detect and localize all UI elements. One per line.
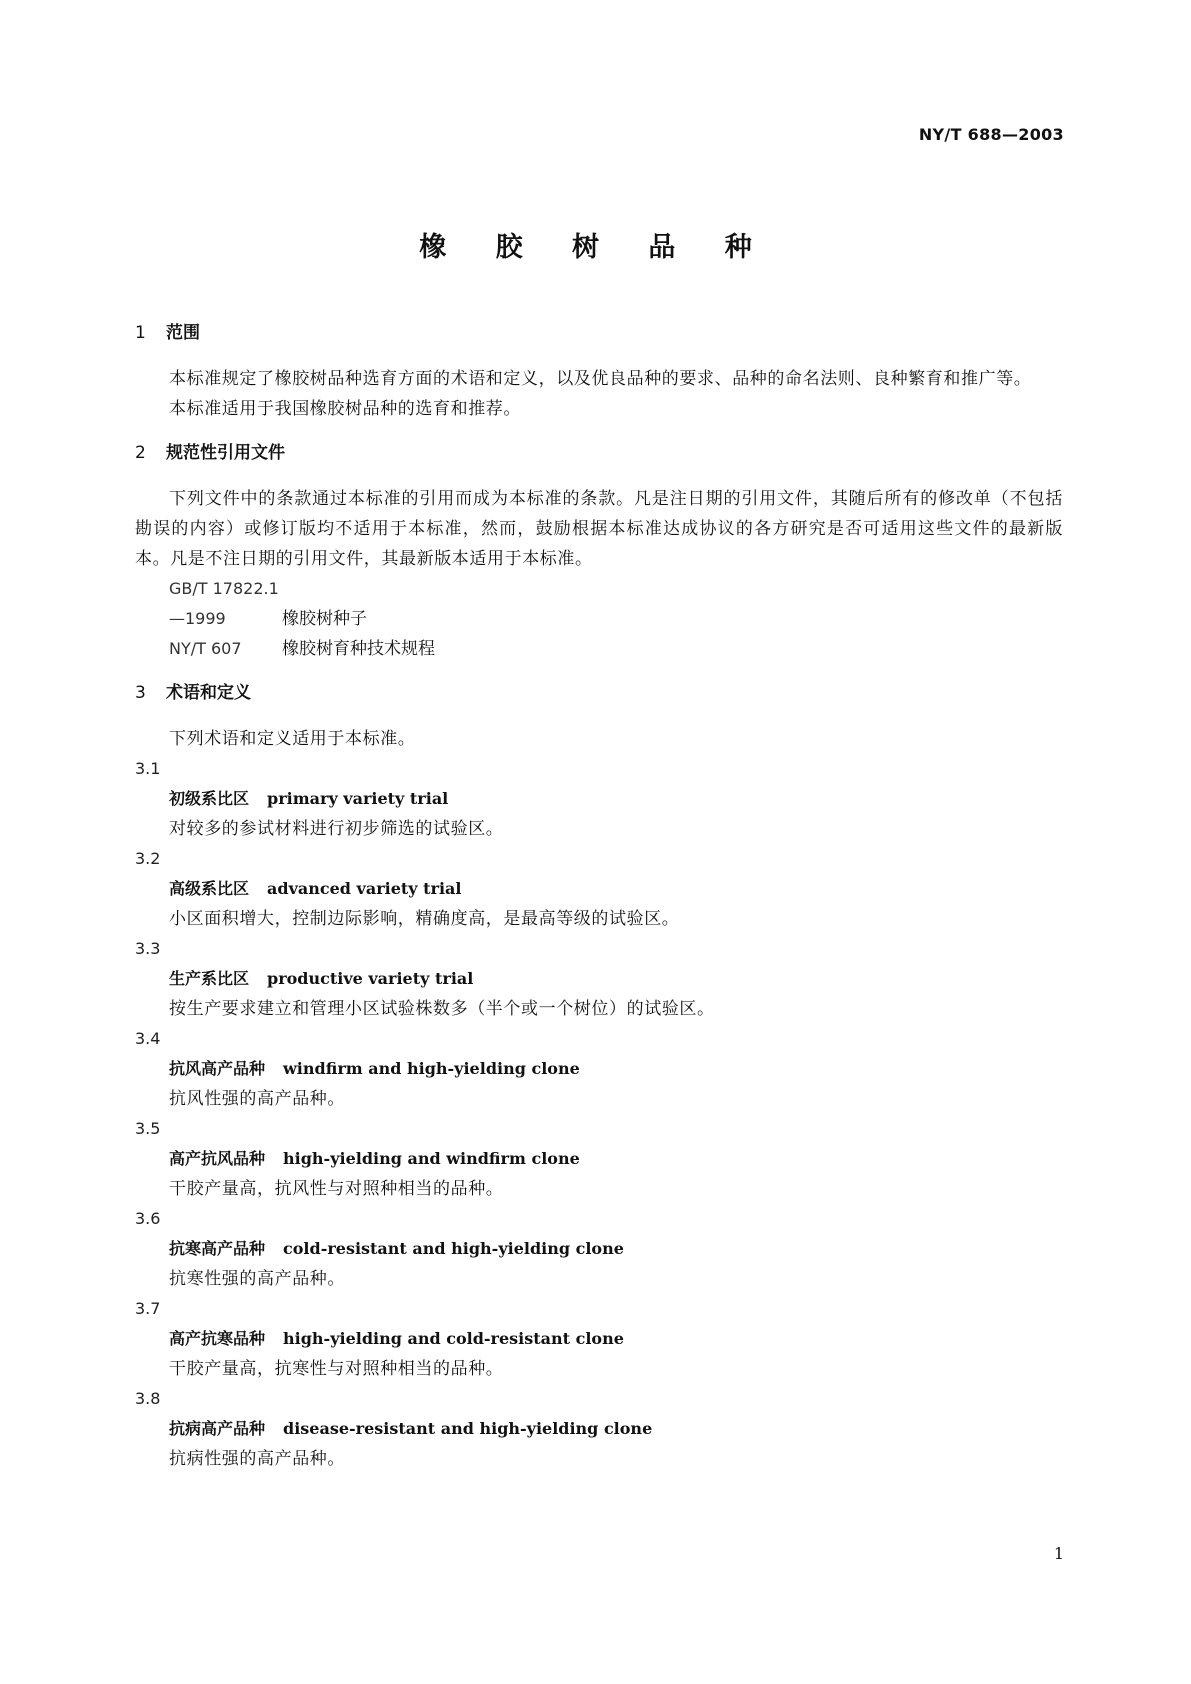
reference-item xyxy=(135,574,1063,634)
term-definition: 干胶产量高，抗寒性与对照种相当的品种。 xyxy=(169,1359,504,1379)
term-number: 3.6 xyxy=(135,1209,161,1228)
term-name-en: cold-resistant and high-yielding clone xyxy=(283,1239,624,1258)
term-name xyxy=(135,1054,1063,1084)
section-1-paragraph-1: 本标准规定了橡胶树品种选育方面的术语和定义，以及优良品种的要求、品种的命名法则、良种繁育和推广等。 xyxy=(169,369,1032,389)
term-name xyxy=(135,874,1063,904)
term-name-zh: 高产抗风品种 xyxy=(169,1149,266,1168)
section-1-heading xyxy=(135,318,1063,348)
term-name-en: high-yielding and windfirm clone xyxy=(283,1149,580,1168)
term-definition: 小区面积增大，控制边际影响，精确度高，是最高等级的试验区。 xyxy=(169,909,680,929)
section-title: 范围 xyxy=(166,323,200,343)
section-3-heading xyxy=(135,678,1063,708)
term-number: 3.7 xyxy=(135,1299,161,1318)
term-name-zh: 高产抗寒品种 xyxy=(169,1329,266,1348)
section-number: 1 xyxy=(135,323,146,343)
term-name xyxy=(135,964,1063,994)
term-number: 3.1 xyxy=(135,759,161,778)
section-2-paragraph-1: 下列文件中的条款通过本标准的引用而成为本标准的条款。凡是注日期的引用文件，其随后所有的修改单（不包括勘误的内容）或修订版均不适用于本标准，然而，鼓励根据本标准达成协议的各方研究是否可适用这些文件的最新版本。凡是不注日期的引用文件，其最新版本适用于本标准。 xyxy=(135,489,1063,569)
section-2-heading xyxy=(135,438,1063,468)
term-number: 3.2 xyxy=(135,849,161,868)
term-name-en: disease-resistant and high-yielding clone xyxy=(283,1419,653,1438)
section-title: 规范性引用文件 xyxy=(166,443,285,463)
standard-code: NY/T 688—2003 xyxy=(918,125,1064,144)
term-name xyxy=(135,784,1063,814)
term-name xyxy=(135,1324,1063,1354)
reference-title: 橡胶树种子 xyxy=(282,609,367,629)
term-definition: 抗风性强的高产品种。 xyxy=(169,1089,345,1109)
term-name-zh: 抗寒高产品种 xyxy=(169,1239,266,1258)
term-name-zh: 抗病高产品种 xyxy=(169,1419,266,1438)
page-number: 1 xyxy=(1053,1544,1064,1563)
term-definition: 抗寒性强的高产品种。 xyxy=(169,1269,345,1289)
term-number: 3.5 xyxy=(135,1119,161,1138)
section-title: 术语和定义 xyxy=(166,683,251,703)
reference-code: GB/T 17822.1—1999 xyxy=(169,579,279,628)
term-definition: 按生产要求建立和管理小区试验株数多（半个或一个树位）的试验区。 xyxy=(169,999,715,1019)
reference-code: NY/T 607 xyxy=(169,639,242,658)
term-definition: 抗病性强的高产品种。 xyxy=(169,1449,345,1469)
term-name xyxy=(135,1144,1063,1174)
term-name-zh: 初级系比区 xyxy=(169,789,250,808)
document-body xyxy=(135,318,1063,1474)
term-name-zh: 高级系比区 xyxy=(169,879,250,898)
term-number: 3.3 xyxy=(135,939,161,958)
term-name-en: advanced variety trial xyxy=(267,879,462,898)
term-number: 3.4 xyxy=(135,1029,161,1048)
term-name-en: productive variety trial xyxy=(267,969,474,988)
reference-title: 橡胶树育种技术规程 xyxy=(282,639,435,659)
section-1-paragraph-2: 本标准适用于我国橡胶树品种的选育和推荐。 xyxy=(169,399,521,419)
section-number: 2 xyxy=(135,443,146,463)
term-name-en: windfirm and high-yielding clone xyxy=(283,1059,580,1078)
term-name-en: primary variety trial xyxy=(267,789,449,808)
term-name-en: high-yielding and cold-resistant clone xyxy=(283,1329,624,1348)
term-name-zh: 抗风高产品种 xyxy=(169,1059,266,1078)
reference-item xyxy=(135,634,1063,664)
term-definition: 干胶产量高，抗风性与对照种相当的品种。 xyxy=(169,1179,504,1199)
document-title: 橡 胶 树 品 种 xyxy=(419,232,772,263)
term-number: 3.8 xyxy=(135,1389,161,1408)
term-name-zh: 生产系比区 xyxy=(169,969,250,988)
term-name xyxy=(135,1234,1063,1264)
term-name xyxy=(135,1414,1063,1444)
section-3-intro: 下列术语和定义适用于本标准。 xyxy=(169,729,416,749)
term-definition: 对较多的参试材料进行初步筛选的试验区。 xyxy=(169,819,504,839)
section-number: 3 xyxy=(135,683,146,703)
